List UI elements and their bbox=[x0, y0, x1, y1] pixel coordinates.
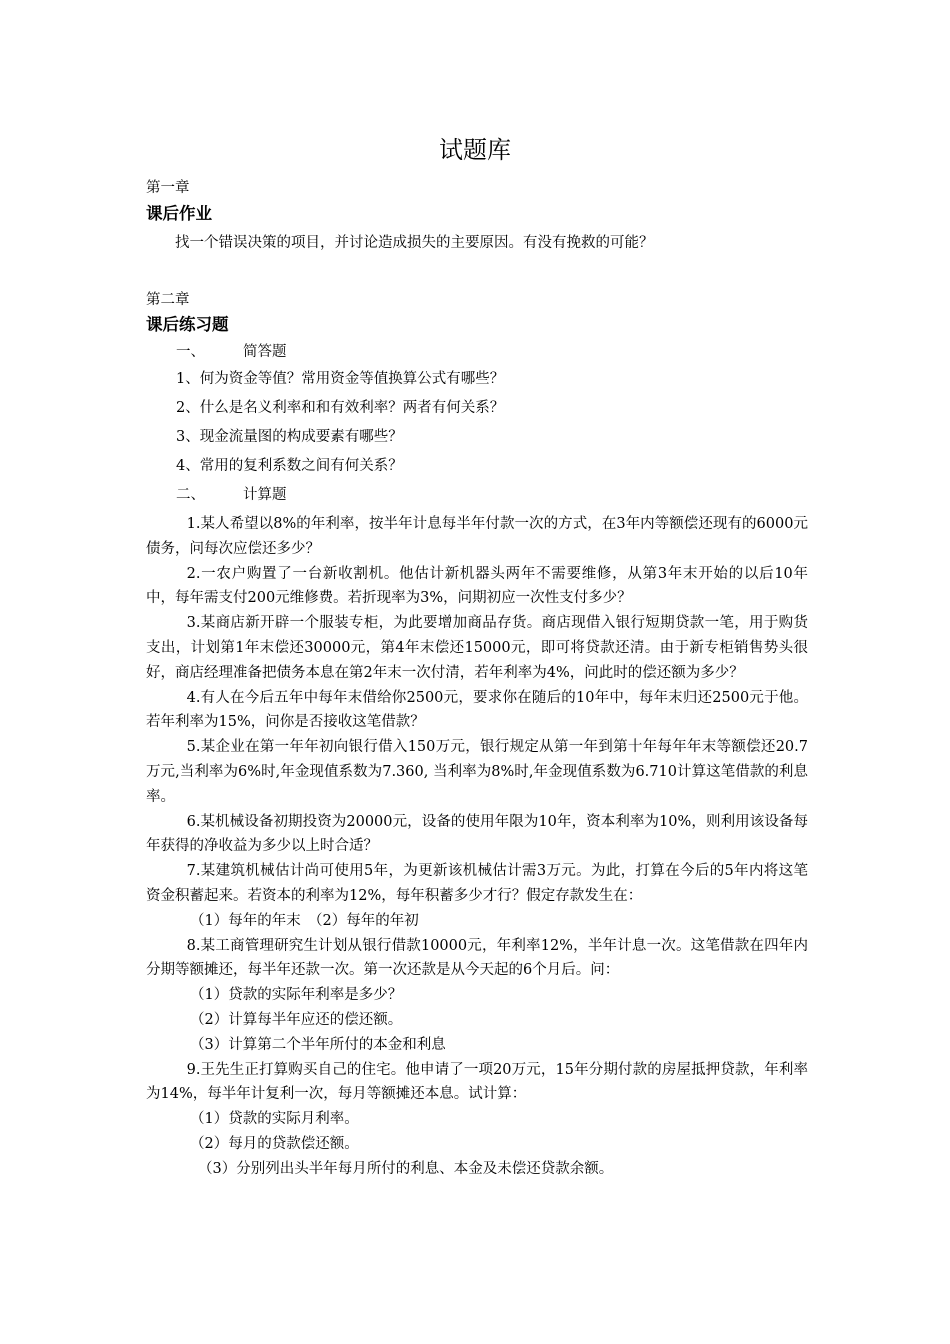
question-2: 2、什么是名义利率和和有效利率？两者有何关系？ bbox=[176, 400, 505, 417]
problem-4: 4.有人在今后五年中每年末借给你2500元，要求你在随后的10年中，每年末归还2500元于他。若年利率为15%，问你是否接收这笔借款？ bbox=[146, 689, 808, 731]
problem-9-sub-2: （2）每月的贷款偿还额。 bbox=[190, 1135, 359, 1152]
problem-3: 3.某商店新开辟一个服装专柜，为此要增加商品存货。商店现借入银行短期贷款一笔，用于购货支出，计划第1年末偿还30000元，第4年末偿还15000元，即可将贷款还清。由于新专柜销售势头很好，商店经理准备把债务本息在第2年末一次付清，若年利率为4%，问此时的偿还额为多少？ bbox=[146, 615, 808, 681]
problem-8-sub-2: （2）计算每半年应还的偿还额。 bbox=[190, 1011, 403, 1028]
problem-9: 9.王先生正打算购买自己的住宅。他申请了一项20万元，15年分期付款的房屋抵押贷款，年利率为14%，每半年计复利一次，每月等额摊还本息。试计算： bbox=[146, 1061, 808, 1103]
document-body bbox=[146, 176, 808, 1182]
chapter-2-heading: 课后练习题 bbox=[146, 315, 229, 335]
problem-9-sub-3: （3）分别列出头半年每月所付的利息、本金及未偿还贷款余额。 bbox=[198, 1160, 614, 1177]
problem-2: 2.一农户购置了一台新收割机。他估计新机器头两年不需要维修，从第3年末开始的以后10年中，每年需支付200元维修费。若折现率为3%，问期初应一次性支付多少？ bbox=[146, 565, 808, 607]
problem-7-options: （1）每年的年末 （2）每年的年初 bbox=[190, 912, 419, 929]
problem-8: 8.某工商管理研究生计划从银行借款10000元，年利率12%，半年计息一次。这笔借款在四年内分期等额摊还，每半年还款一次。第一次还款是从今天起的6个月后。问： bbox=[146, 937, 808, 979]
section-number: 二、 bbox=[176, 487, 205, 504]
problem-8-sub-1: （1）贷款的实际年利率是多少？ bbox=[190, 987, 403, 1004]
section-short-answer bbox=[146, 340, 808, 365]
problem-5: 5.某企业在第一年年初向银行借入150万元，银行规定从第一年到第十年每年年末等额偿还20.7万元,当利率为6%时,年金现值系数为7.360, 当利率为8%时,年金现值系数为6.710计算这笔借款的利息率。 bbox=[146, 739, 808, 805]
problem-6: 6.某机械设备初期投资为20000元，设备的使用年限为10年，资本利率为10%，则利用该设备每年获得的净收益为多少以上时合适？ bbox=[146, 813, 808, 855]
chapter-2-label: 第二章 bbox=[146, 291, 190, 308]
question-1: 1、何为资金等值？常用资金等值换算公式有哪些？ bbox=[176, 371, 505, 388]
section-label: 计算题 bbox=[243, 487, 287, 504]
section-calculation bbox=[146, 483, 808, 508]
problem-1: 1.某人希望以8%的年利率，按半年计息每半年付款一次的方式，在3年内等额偿还现有的6000元债务，问每次应偿还多少？ bbox=[146, 515, 808, 557]
problem-8-sub-3: （3）计算第二个半年所付的本金和利息 bbox=[190, 1036, 446, 1053]
question-4: 4、常用的复利系数之间有何关系？ bbox=[176, 458, 403, 475]
problem-7: 7.某建筑机械估计尚可使用5年，为更新该机械估计需3万元。为此，打算在今后的5年内将这笔资金积蓄起来。若资本的利率为12%，每年积蓄多少才行？假定存款发生在： bbox=[146, 863, 808, 904]
page-title: 试题库 bbox=[439, 136, 511, 164]
section-number: 一、 bbox=[176, 344, 205, 361]
section-label: 简答题 bbox=[243, 344, 287, 361]
chapter-1-heading: 课后作业 bbox=[146, 203, 212, 223]
chapter-1-assignment: 找一个错误决策的项目，并讨论造成损失的主要原因。有没有挽救的可能？ bbox=[175, 234, 654, 251]
problem-9-sub-1: （1）贷款的实际月利率。 bbox=[190, 1111, 359, 1128]
spacer bbox=[146, 256, 808, 288]
chapter-1-label: 第一章 bbox=[146, 180, 190, 196]
question-3: 3、现金流量图的构成要素有哪些？ bbox=[176, 429, 403, 446]
